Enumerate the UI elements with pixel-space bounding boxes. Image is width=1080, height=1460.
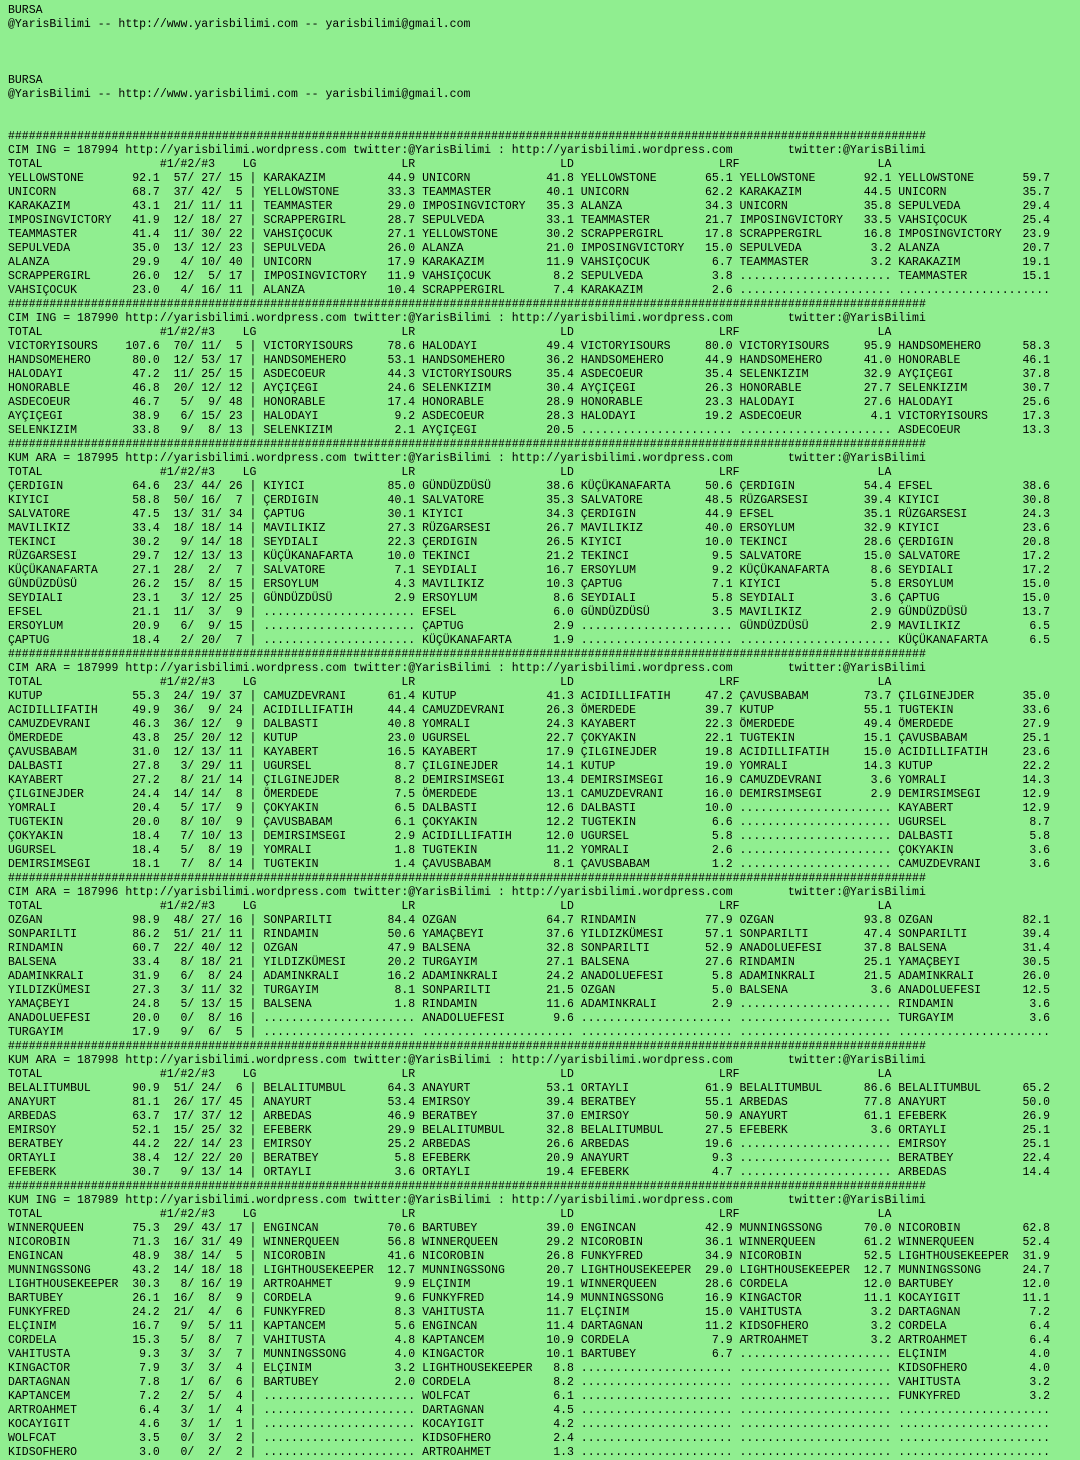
race-header: CIM ARA = 187999 http://yarisbilimi.wordpress.com twitter:@YarisBilimi : http://yarisbilimi.wordpress.com twitter:@YarisBilimi: [8, 662, 926, 675]
horse-row: SEYDIALI 23.1 3/ 12/ 25 | GÜNDÜZDÜSÜ 2.9 ERSOYLUM 8.6 SEYDIALI 5.8 SEYDIALI 3.6 ÇAPTUG 15.0: [8, 592, 1051, 605]
horse-row: ANAYURT 81.1 26/ 17/ 45 | ANAYURT 53.4 EMIRSOY 39.4 BERATBEY 55.1 ARBEDAS 77.8 ANAYURT 50.0: [8, 1096, 1051, 1109]
horse-row: HONORABLE 46.8 20/ 12/ 12 | AYÇIÇEGI 24.6 SELENKIZIM 30.4 AYÇIÇEGI 26.3 HONORABLE 27.7 SELENKIZIM 30.7: [8, 382, 1051, 395]
horse-row: ARTROAHMET 6.4 3/ 1/ 4 | ...................... DARTAGNAN 4.5 ...................... ...................... ......................: [8, 1404, 1051, 1417]
horse-row: CORDELA 15.3 5/ 8/ 7 | VAHITUSTA 4.8 KAPTANCEM 10.9 CORDELA 7.9 ARTROAHMET 3.2 ARTROAHMET 6.4: [8, 1334, 1051, 1347]
horse-row: OZGAN 98.9 48/ 27/ 16 | SONPARILTI 84.4 OZGAN 64.7 RINDAMIN 77.9 OZGAN 93.8 OZGAN 82.1: [8, 914, 1051, 927]
horse-row: TEAMMASTER 41.4 11/ 30/ 22 | VAHSIÇOCUK 27.1 YELLOWSTONE 30.2 SCRAPPERGIRL 17.8 SCRAPPERGIRL 16.8 IMPOSINGVICTORY 23.9: [8, 228, 1051, 241]
horse-row: DARTAGNAN 7.8 1/ 6/ 6 | BARTUBEY 2.0 CORDELA 8.2 ...................... ...................... VAHITUSTA 3.2: [8, 1376, 1051, 1389]
horse-row: SELENKIZIM 33.8 9/ 8/ 13 | SELENKIZIM 2.1 AYÇIÇEGI 20.5 ...................... ...................... ASDECOEUR 13.3: [8, 424, 1051, 437]
horse-row: BELALITUMBUL 90.9 51/ 24/ 6 | BELALITUMBUL 64.3 ANAYURT 53.1 ORTAYLI 61.9 BELALITUMBUL 86.6 BELALITUMBUL 65.2: [8, 1082, 1051, 1095]
horse-row: RÜZGARSESI 29.7 12/ 13/ 13 | KÜÇÜKANAFARTA 10.0 TEKINCI 21.2 TEKINCI 9.5 SALVATORE 15.0 SALVATORE 17.2: [8, 550, 1051, 563]
column-header-row: TOTAL #1/#2/#3 LG LR LD LRF LA: [8, 466, 892, 479]
column-header-row: TOTAL #1/#2/#3 LG LR LD LRF LA: [8, 900, 892, 913]
horse-row: TUGTEKIN 20.0 8/ 10/ 9 | ÇAVUSBABAM 6.1 ÇOKYAKIN 12.2 TUGTEKIN 6.6 ...................... UGURSEL 8.7: [8, 816, 1051, 829]
city-title-repeat: BURSA: [8, 74, 43, 87]
race-header: CIM ING = 187994 http://yarisbilimi.wordpress.com twitter:@YarisBilimi : http://yarisbilimi.wordpress.com twitter:@YarisBilimi: [8, 144, 926, 157]
horse-row: KINGACTOR 7.9 3/ 3/ 4 | ELÇINIM 3.2 LIGHTHOUSEKEEPER 8.8 ...................... ...................... KIDSOFHERO 4.0: [8, 1362, 1051, 1375]
column-header-row: TOTAL #1/#2/#3 LG LR LD LRF LA: [8, 1208, 892, 1221]
horse-row: AYÇIÇEGI 38.9 6/ 15/ 23 | HALODAYI 9.2 ASDECOEUR 28.3 HALODAYI 19.2 ASDECOEUR 4.1 VICTORYISOURS 17.3: [8, 410, 1051, 423]
horse-row: UGURSEL 18.4 5/ 8/ 19 | YOMRALI 1.8 TUGTEKIN 11.2 YOMRALI 2.6 ...................... ÇOKYAKIN 3.6: [8, 844, 1051, 857]
horse-row: ÇAPTUG 18.4 2/ 20/ 7 | ...................... KÜÇÜKANAFARTA 1.9 ...................... ...................... KÜÇÜKANAFARTA 6.5: [8, 634, 1051, 647]
column-header-row: TOTAL #1/#2/#3 LG LR LD LRF LA: [8, 1068, 892, 1081]
horse-row: WINNERQUEEN 75.3 29/ 43/ 17 | ENGINCAN 70.6 BARTUBEY 39.0 ENGINCAN 42.9 MUNNINGSSONG 70.0 NICOROBIN 62.8: [8, 1222, 1051, 1235]
horse-row: ASDECOEUR 46.7 5/ 9/ 48 | HONORABLE 17.4 HONORABLE 28.9 HONORABLE 23.3 HALODAYI 27.6 HALODAYI 25.6: [8, 396, 1051, 409]
horse-row: ÖMERDEDE 43.8 25/ 20/ 12 | KUTUP 23.0 UGURSEL 22.7 ÇOKYAKIN 22.1 TUGTEKIN 15.1 ÇAVUSBABAM 25.1: [8, 732, 1051, 745]
horse-row: KAPTANCEM 7.2 2/ 5/ 4 | ...................... WOLFCAT 6.1 ...................... ...................... FUNKYFRED 3.2: [8, 1390, 1051, 1403]
column-header-row: TOTAL #1/#2/#3 LG LR LD LRF LA: [8, 676, 892, 689]
separator-line: #####################################################################################################################################: [8, 298, 926, 311]
horse-row: HALODAYI 47.2 11/ 25/ 15 | ASDECOEUR 44.3 VICTORYISOURS 35.4 ASDECOEUR 35.4 SELENKIZIM 32.9 AYÇIÇEGI 37.8: [8, 368, 1051, 381]
race-header: KUM ING = 187989 http://yarisbilimi.wordpress.com twitter:@YarisBilimi : http://yarisbilimi.wordpress.com twitter:@YarisBilimi: [8, 1194, 926, 1207]
separator-line: #####################################################################################################################################: [8, 438, 926, 451]
horse-row: ARBEDAS 63.7 17/ 37/ 12 | ARBEDAS 46.9 BERATBEY 37.0 EMIRSOY 50.9 ANAYURT 61.1 EFEBERK 26.9: [8, 1110, 1051, 1123]
horse-row: ELÇINIM 16.7 9/ 5/ 11 | KAPTANCEM 5.6 ENGINCAN 11.4 DARTAGNAN 11.2 KIDSOFHERO 3.2 CORDELA 6.4: [8, 1320, 1051, 1333]
race-header: CIM ARA = 187996 http://yarisbilimi.wordpress.com twitter:@YarisBilimi : http://yarisbilimi.wordpress.com twitter:@YarisBilimi: [8, 886, 926, 899]
horse-row: ADAMINKRALI 31.9 6/ 8/ 24 | ADAMINKRALI 16.2 ADAMINKRALI 24.2 ANADOLUEFESI 5.8 ADAMINKRALI 21.5 ADAMINKRALI 26.0: [8, 970, 1051, 983]
column-header-row: TOTAL #1/#2/#3 LG LR LD LRF LA: [8, 158, 892, 171]
horse-row: BALSENA 33.4 8/ 18/ 21 | YILDIZKÜMESI 20.2 TURGAYIM 27.1 BALSENA 27.6 RINDAMIN 25.1 YAMAÇBEYI 30.5: [8, 956, 1051, 969]
horse-row: ALANZA 29.9 4/ 10/ 40 | UNICORN 17.9 KARAKAZIM 11.9 VAHSIÇOCUK 6.7 TEAMMASTER 3.2 KARAKAZIM 19.1: [8, 256, 1051, 269]
horse-row: ERSOYLUM 20.9 6/ 9/ 15 | ...................... ÇAPTUG 2.9 ...................... GÜNDÜZDÜSÜ 2.9 MAVILIKIZ 6.5: [8, 620, 1051, 633]
horse-row: SCRAPPERGIRL 26.0 12/ 5/ 17 | IMPOSINGVICTORY 11.9 VAHSIÇOCUK 8.2 SEPULVEDA 3.8 ...................... TEAMMASTER 15.1: [8, 270, 1051, 283]
horse-row: VAHITUSTA 9.3 3/ 3/ 7 | MUNNINGSSONG 4.0 KINGACTOR 10.1 BARTUBEY 6.7 ...................... ELÇINIM 4.0: [8, 1348, 1051, 1361]
horse-row: SALVATORE 47.5 13/ 31/ 34 | ÇAPTUG 30.1 KIYICI 34.3 ÇERDIGIN 44.9 EFSEL 35.1 RÜZGARSESI 24.3: [8, 508, 1051, 521]
horse-row: ÇILGINEJDER 24.4 14/ 14/ 8 | ÖMERDEDE 7.5 ÖMERDEDE 13.1 CAMUZDEVRANI 16.0 DEMIRSIMSEGI 2.9 DEMIRSIMSEGI 12.9: [8, 788, 1051, 801]
horse-row: RINDAMIN 60.7 22/ 40/ 12 | OZGAN 47.9 BALSENA 32.8 SONPARILTI 52.9 ANADOLUEFESI 37.8 BALSENA 31.4: [8, 942, 1051, 955]
horse-row: CAMUZDEVRANI 46.3 36/ 12/ 9 | DALBASTI 40.8 YOMRALI 24.3 KAYABERT 22.3 ÖMERDEDE 49.4 ÖMERDEDE 27.9: [8, 718, 1051, 731]
race-header: KUM ARA = 187998 http://yarisbilimi.wordpress.com twitter:@YarisBilimi : http://yarisbilimi.wordpress.com twitter:@YarisBilimi: [8, 1054, 926, 1067]
horse-row: DEMIRSIMSEGI 18.1 7/ 8/ 14 | TUGTEKIN 1.4 ÇAVUSBABAM 8.1 ÇAVUSBABAM 1.2 ...................... CAMUZDEVRANI 3.6: [8, 858, 1051, 871]
city-title: BURSA: [8, 4, 43, 17]
horse-row: VAHSIÇOCUK 23.0 4/ 16/ 11 | ALANZA 10.4 SCRAPPERGIRL 7.4 KARAKAZIM 2.6 ...................... ......................: [8, 284, 1051, 297]
separator-line: #####################################################################################################################################: [8, 872, 926, 885]
column-header-row: TOTAL #1/#2/#3 LG LR LD LRF LA: [8, 326, 892, 339]
horse-row: EMIRSOY 52.1 15/ 25/ 32 | EFEBERK 29.9 BELALITUMBUL 32.8 BELALITUMBUL 27.5 EFEBERK 3.6 ORTAYLI 25.1: [8, 1124, 1051, 1137]
separator-line: #####################################################################################################################################: [8, 130, 926, 143]
race-header: CIM ING = 187990 http://yarisbilimi.wordpress.com twitter:@YarisBilimi : http://yarisbilimi.wordpress.com twitter:@YarisBilimi: [8, 312, 926, 325]
horse-row: EFSEL 21.1 11/ 3/ 9 | ...................... EFSEL 6.0 GÜNDÜZDÜSÜ 3.5 MAVILIKIZ 2.9 GÜNDÜZDÜSÜ 13.7: [8, 606, 1051, 619]
horse-row: HANDSOMEHERO 80.0 12/ 53/ 17 | HANDSOMEHERO 53.1 HANDSOMEHERO 36.2 HANDSOMEHERO 44.9 HANDSOMEHERO 41.0 HONORABLE 46.1: [8, 354, 1051, 367]
horse-row: ACIDILLIFATIH 49.9 36/ 9/ 24 | ACIDILLIFATIH 44.4 CAMUZDEVRANI 26.3 ÖMERDEDE 39.7 KUTUP 55.1 TUGTEKIN 33.6: [8, 704, 1051, 717]
horse-row: KÜÇÜKANAFARTA 27.1 28/ 2/ 7 | SALVATORE 7.1 SEYDIALI 16.7 ERSOYLUM 9.2 KÜÇÜKANAFARTA 8.6 SEYDIALI 17.2: [8, 564, 1051, 577]
horse-row: YOMRALI 20.4 5/ 17/ 9 | ÇOKYAKIN 6.5 DALBASTI 12.6 DALBASTI 10.0 ...................... KAYABERT 12.9: [8, 802, 1051, 815]
horse-row: ÇOKYAKIN 18.4 7/ 10/ 13 | DEMIRSIMSEGI 2.9 ACIDILLIFATIH 12.0 UGURSEL 5.8 ...................... DALBASTI 5.8: [8, 830, 1051, 843]
horse-row: BERATBEY 44.2 22/ 14/ 23 | EMIRSOY 25.2 ARBEDAS 26.6 ARBEDAS 19.6 ...................... EMIRSOY 25.1: [8, 1138, 1051, 1151]
contact-line-repeat: @YarisBilimi -- http://www.yarisbilimi.com -- yarisbilimi@gmail.com: [8, 88, 471, 101]
horse-row: IMPOSINGVICTORY 41.9 12/ 18/ 27 | SCRAPPERGIRL 28.7 SEPULVEDA 33.1 TEAMMASTER 21.7 IMPOSINGVICTORY 33.5 VAHSIÇOCUK 25.4: [8, 214, 1051, 227]
horse-row: KUTUP 55.3 24/ 19/ 37 | CAMUZDEVRANI 61.4 KUTUP 41.3 ACIDILLIFATIH 47.2 ÇAVUSBABAM 73.7 ÇILGINEJDER 35.0: [8, 690, 1051, 703]
race-header: KUM ARA = 187995 http://yarisbilimi.wordpress.com twitter:@YarisBilimi : http://yarisbilimi.wordpress.com twitter:@YarisBilimi: [8, 452, 926, 465]
horse-row: BARTUBEY 26.1 16/ 8/ 9 | CORDELA 9.6 FUNKYFRED 14.9 MUNNINGSSONG 16.9 KINGACTOR 11.1 KOCAYIGIT 11.1: [8, 1292, 1051, 1305]
horse-row: KOCAYIGIT 4.6 3/ 1/ 1 | ...................... KOCAYIGIT 4.2 ...................... ...................... ......................: [8, 1418, 1051, 1431]
horse-row: ANADOLUEFESI 20.0 0/ 8/ 16 | ...................... ANADOLUEFESI 9.6 ...................... ...................... TURGAYIM 3.6: [8, 1012, 1051, 1025]
horse-row: FUNKYFRED 24.2 21/ 4/ 6 | FUNKYFRED 8.3 VAHITUSTA 11.7 ELÇINIM 15.0 VAHITUSTA 3.2 DARTAGNAN 7.2: [8, 1306, 1051, 1319]
horse-row: YAMAÇBEYI 24.8 5/ 13/ 15 | BALSENA 1.8 RINDAMIN 11.6 ADAMINKRALI 2.9 ...................... RINDAMIN 3.6: [8, 998, 1051, 1011]
horse-row: EFEBERK 30.7 9/ 13/ 14 | ORTAYLI 3.6 ORTAYLI 19.4 EFEBERK 4.7 ...................... ARBEDAS 14.4: [8, 1166, 1051, 1179]
contact-line: @YarisBilimi -- http://www.yarisbilimi.com -- yarisbilimi@gmail.com: [8, 18, 471, 31]
separator-line: #####################################################################################################################################: [8, 1180, 926, 1193]
horse-row: MUNNINGSSONG 43.2 14/ 18/ 18 | LIGHTHOUSEKEEPER 12.7 MUNNINGSSONG 20.7 LIGHTHOUSEKEEPER 29.0 LIGHTHOUSEKEEPER 12.7 MUNNINGSSONG 24.7: [8, 1264, 1051, 1277]
horse-row: VICTORYISOURS 107.6 70/ 11/ 5 | VICTORYISOURS 78.6 HALODAYI 49.4 VICTORYISOURS 80.0 VICTORYISOURS 95.9 HANDSOMEHERO 58.3: [8, 340, 1051, 353]
horse-row: KIYICI 58.8 50/ 16/ 7 | ÇERDIGIN 40.1 SALVATORE 35.3 SALVATORE 48.5 RÜZGARSESI 39.4 KIYICI 30.8: [8, 494, 1051, 507]
race-list: [8, 130, 1080, 1460]
horse-row: ENGINCAN 48.9 38/ 14/ 5 | NICOROBIN 41.6 NICOROBIN 26.8 FUNKYFRED 34.9 NICOROBIN 52.5 LIGHTHOUSEKEEPER 31.9: [8, 1250, 1051, 1263]
horse-row: SONPARILTI 86.2 51/ 21/ 11 | RINDAMIN 50.6 YAMAÇBEYI 37.6 YILDIZKÜMESI 57.1 SONPARILTI 47.4 SONPARILTI 39.4: [8, 928, 1051, 941]
horse-row: SEPULVEDA 35.0 13/ 12/ 23 | SEPULVEDA 26.0 ALANZA 21.0 IMPOSINGVICTORY 15.0 SEPULVEDA 3.2 ALANZA 20.7: [8, 242, 1051, 255]
horse-row: TEKINCI 30.2 9/ 14/ 18 | SEYDIALI 22.3 ÇERDIGIN 26.5 KIYICI 10.0 TEKINCI 28.6 ÇERDIGIN 20.8: [8, 536, 1051, 549]
horse-row: ÇAVUSBABAM 31.0 12/ 13/ 11 | KAYABERT 16.5 KAYABERT 17.9 ÇILGINEJDER 19.8 ACIDILLIFATIH 15.0 ACIDILLIFATIH 23.6: [8, 746, 1051, 759]
horse-row: WOLFCAT 3.5 0/ 3/ 2 | ...................... KIDSOFHERO 2.4 ...................... ...................... ......................: [8, 1432, 1051, 1445]
horse-row: LIGHTHOUSEKEEPER 30.3 8/ 16/ 19 | ARTROAHMET 9.9 ELÇINIM 19.1 WINNERQUEEN 28.6 CORDELA 12.0 BARTUBEY 12.0: [8, 1278, 1051, 1291]
horse-row: YILDIZKÜMESI 27.3 3/ 11/ 32 | TURGAYIM 8.1 SONPARILTI 21.5 OZGAN 5.0 BALSENA 3.6 ANADOLUEFESI 12.5: [8, 984, 1051, 997]
horse-row: ORTAYLI 38.4 12/ 22/ 20 | BERATBEY 5.8 EFEBERK 20.9 ANAYURT 9.3 ...................... BERATBEY 22.4: [8, 1152, 1051, 1165]
horse-row: TURGAYIM 17.9 9/ 6/ 5 | ...................... ...................... ...................... ...................... ......................: [8, 1026, 1051, 1039]
horse-row: DALBASTI 27.8 3/ 29/ 11 | UGURSEL 8.7 ÇILGINEJDER 14.1 KUTUP 19.0 YOMRALI 14.3 KUTUP 22.2: [8, 760, 1051, 773]
horse-row: UNICORN 68.7 37/ 42/ 5 | YELLOWSTONE 33.3 TEAMMASTER 40.1 UNICORN 62.2 KARAKAZIM 44.5 UNICORN 35.7: [8, 186, 1051, 199]
horse-row: GÜNDÜZDÜSÜ 26.2 15/ 8/ 15 | ERSOYLUM 4.3 MAVILIKIZ 10.3 ÇAPTUG 7.1 KIYICI 5.8 ERSOYLUM 15.0: [8, 578, 1051, 591]
horse-row: KARAKAZIM 43.1 21/ 11/ 11 | TEAMMASTER 29.0 IMPOSINGVICTORY 35.3 ALANZA 34.3 UNICORN 35.8 SEPULVEDA 29.4: [8, 200, 1051, 213]
horse-row: ÇERDIGIN 64.6 23/ 44/ 26 | KIYICI 85.0 GÜNDÜZDÜSÜ 38.6 KÜÇÜKANAFARTA 50.6 ÇERDIGIN 54.4 EFSEL 38.6: [8, 480, 1051, 493]
horse-row: KIDSOFHERO 3.0 0/ 2/ 2 | ...................... ARTROAHMET 1.3 ...................... ...................... ......................: [8, 1446, 1051, 1459]
horse-row: NICOROBIN 71.3 16/ 31/ 49 | WINNERQUEEN 56.8 WINNERQUEEN 29.2 NICOROBIN 36.1 WINNERQUEEN 61.2 WINNERQUEEN 52.4: [8, 1236, 1051, 1249]
horse-row: MAVILIKIZ 33.4 18/ 18/ 14 | MAVILIKIZ 27.3 RÜZGARSESI 26.7 MAVILIKIZ 40.0 ERSOYLUM 32.9 KIYICI 23.6: [8, 522, 1051, 535]
horse-row: YELLOWSTONE 92.1 57/ 27/ 15 | KARAKAZIM 44.9 UNICORN 41.8 YELLOWSTONE 65.1 YELLOWSTONE 92.1 YELLOWSTONE 59.7: [8, 172, 1051, 185]
separator-line: #####################################################################################################################################: [8, 648, 926, 661]
horse-row: KAYABERT 27.2 8/ 21/ 14 | ÇILGINEJDER 8.2 DEMIRSIMSEGI 13.4 DEMIRSIMSEGI 16.9 CAMUZDEVRANI 3.6 YOMRALI 14.3: [8, 774, 1051, 787]
separator-line: #####################################################################################################################################: [8, 1040, 926, 1053]
